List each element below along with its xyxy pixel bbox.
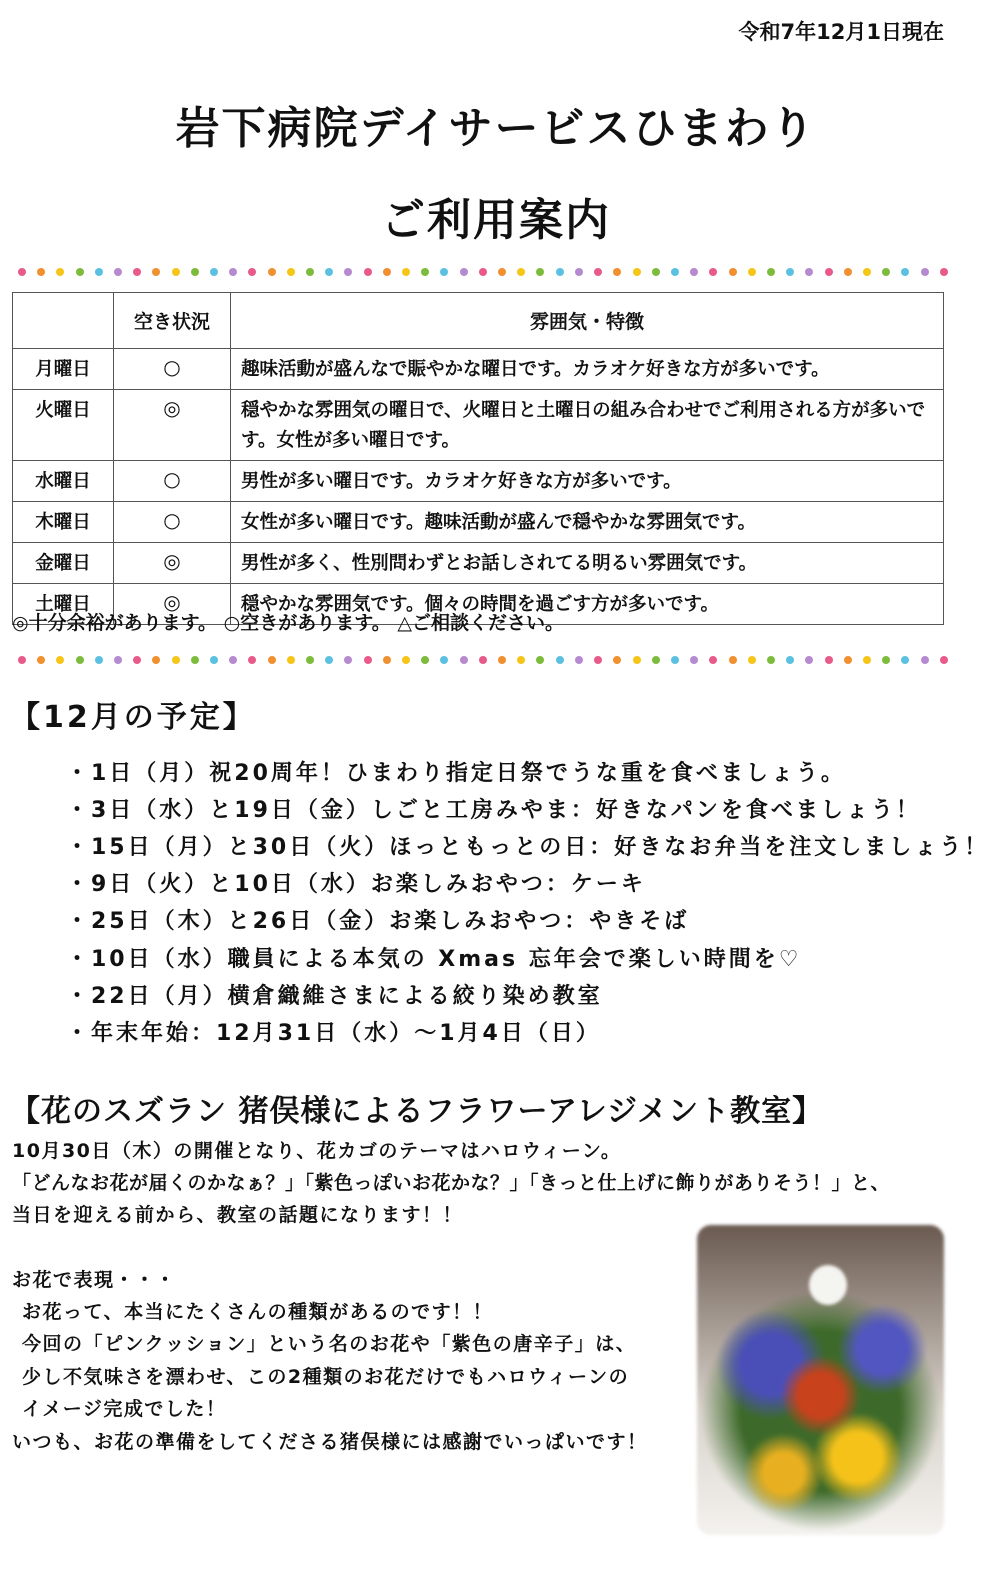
- divider-dot: [844, 656, 852, 664]
- divider-dot: [210, 268, 218, 276]
- flower-arrangement-photo: [697, 1225, 944, 1535]
- divider-dot: [863, 656, 871, 664]
- divider-dot: [805, 268, 813, 276]
- divider-dot: [18, 656, 26, 664]
- divider-dot: [575, 656, 583, 664]
- availability-table: [12, 292, 944, 625]
- flower-text: 「どんなお花が届くのかなぁ？」「紫色っぽいお花かな？」「きっと仕上げに飾りがありそう！」と、: [12, 1172, 891, 1194]
- schedule-item: ・9日（火）と10日（水）お楽しみおやつ：ケーキ: [66, 872, 646, 897]
- divider-dot: [248, 656, 256, 664]
- divider-dot: [633, 656, 641, 664]
- day-cell: 水曜日: [13, 461, 114, 502]
- divider-dot: [18, 268, 26, 276]
- divider-dot: [825, 656, 833, 664]
- divider-dot: [76, 268, 84, 276]
- header-day: [13, 293, 114, 349]
- header-availability: 空き状況: [114, 293, 231, 349]
- divider-dot: [460, 268, 468, 276]
- divider-dot: [556, 656, 564, 664]
- divider-dot: [152, 656, 160, 664]
- divider-dot: [268, 656, 276, 664]
- divider-dot: [613, 268, 621, 276]
- divider-dot: [344, 656, 352, 664]
- divider-dot: [325, 268, 333, 276]
- divider-dot: [460, 656, 468, 664]
- divider-dot: [921, 268, 929, 276]
- mark-cell: ◎: [114, 390, 231, 461]
- schedule-item: ・25日（木）と26日（金）お楽しみおやつ：やきそば: [66, 909, 690, 934]
- divider-dot: [556, 268, 564, 276]
- flower-text: 当日を迎える前から、教室の話題になります！！: [12, 1204, 464, 1226]
- divider-dot: [287, 268, 295, 276]
- divider-dot: [594, 268, 602, 276]
- ghost-ornament: [809, 1265, 847, 1305]
- divider-dot: [825, 268, 833, 276]
- schedule-item: ・年末年始：12月31日（水）～1月4日（日）: [66, 1021, 601, 1046]
- divider-dot: [671, 268, 679, 276]
- divider-dot: [76, 656, 84, 664]
- divider-dot: [940, 268, 948, 276]
- schedule-item: ・15日（月）と30日（火）ほっともっとの日：好きなお弁当を注文しましょう！: [66, 835, 990, 860]
- divider-dot: [133, 268, 141, 276]
- mark-cell: ◎: [114, 584, 231, 625]
- divider-dot: [901, 656, 909, 664]
- divider-dot: [56, 656, 64, 664]
- flower-text: イメージ完成でした！: [22, 1398, 227, 1420]
- divider-dot: [383, 656, 391, 664]
- divider-dot: [421, 268, 429, 276]
- divider-dot: [344, 268, 352, 276]
- divider-dot: [364, 268, 372, 276]
- divider-dot: [844, 268, 852, 276]
- flower-text: お花で表現・・・: [12, 1269, 177, 1291]
- divider-dot: [172, 656, 180, 664]
- flower-text: 今回の「ピンクッション」という名のお花や「紫色の唐辛子」は、: [22, 1333, 637, 1355]
- divider-dot: [671, 656, 679, 664]
- mark-cell: ○: [114, 502, 231, 543]
- divider-dot: [921, 656, 929, 664]
- divider-dot: [690, 656, 698, 664]
- flower-text: いつも、お花の準備をしてくださる猪俣様には感謝でいっぱいです！: [12, 1431, 648, 1453]
- divider-dot: [901, 268, 909, 276]
- date-label: 令和7年12月1日現在: [738, 20, 944, 44]
- divider-dot: [95, 656, 103, 664]
- divider-dot: [229, 656, 237, 664]
- day-cell: 木曜日: [13, 502, 114, 543]
- schedule-item: ・3日（水）と19日（金）しごと工房みやま：好きなパンを食べましょう！: [66, 798, 921, 823]
- desc-cell: 穏やかな雰囲気です。個々の時間を過ごす方が多いです。: [231, 584, 944, 625]
- divider-dot: [210, 656, 218, 664]
- desc-cell: 女性が多い曜日です。趣味活動が盛んで穏やかな雰囲気です。: [231, 502, 944, 543]
- mark-cell: ○: [114, 461, 231, 502]
- divider-dot: [114, 656, 122, 664]
- divider-dot: [805, 656, 813, 664]
- schedule-item: ・1日（月）祝20周年！ひまわり指定日祭でうな重を食べましょう。: [66, 761, 846, 786]
- divider-dot: [767, 268, 775, 276]
- divider-dot: [133, 656, 141, 664]
- flower-text: 10月30日（木）の開催となり、花カゴのテーマはハロウィーン。: [12, 1140, 622, 1162]
- divider-dot: [690, 268, 698, 276]
- divider-dot: [306, 656, 314, 664]
- table-row: [13, 543, 944, 584]
- divider-dot: [575, 268, 583, 276]
- divider-dot: [517, 656, 525, 664]
- day-cell: 火曜日: [13, 390, 114, 461]
- mark-cell: ◎: [114, 543, 231, 584]
- table-row: [13, 390, 944, 461]
- schedule-heading: 【12月の予定】: [10, 700, 256, 735]
- divider-dot: [383, 268, 391, 276]
- divider-dot: [152, 268, 160, 276]
- table-row: [13, 349, 944, 390]
- divider-dot: [191, 268, 199, 276]
- dot-divider: [18, 656, 948, 666]
- table-row: [13, 502, 944, 543]
- schedule-item: ・10日（水）職員による本気の Xmas 忘年会で楽しい時間を♡: [66, 947, 802, 972]
- divider-dot: [498, 656, 506, 664]
- divider-dot: [940, 656, 948, 664]
- divider-dot: [536, 268, 544, 276]
- divider-dot: [402, 656, 410, 664]
- divider-dot: [709, 268, 717, 276]
- divider-dot: [594, 656, 602, 664]
- flower-text: お花って、本当にたくさんの種類があるのです！！: [22, 1301, 494, 1323]
- divider-dot: [882, 656, 890, 664]
- divider-dot: [729, 656, 737, 664]
- desc-cell: 趣味活動が盛んなで賑やかな曜日です。カラオケ好きな方が多いです。: [231, 349, 944, 390]
- divider-dot: [633, 268, 641, 276]
- divider-dot: [863, 268, 871, 276]
- flower-text: 少し不気味さを漂わせ、この2種類のお花だけでもハロウィーンの: [22, 1366, 630, 1388]
- divider-dot: [786, 656, 794, 664]
- divider-dot: [479, 656, 487, 664]
- divider-dot: [729, 268, 737, 276]
- divider-dot: [306, 268, 314, 276]
- table-row: [13, 461, 944, 502]
- divider-dot: [882, 268, 890, 276]
- desc-cell: 穏やかな雰囲気の曜日で、火曜日と土曜日の組み合わせでご利用される方が多いです。女性が多い曜日です。: [231, 390, 944, 461]
- desc-cell: 男性が多く、性別問わずとお話しされてる明るい雰囲気です。: [231, 543, 944, 584]
- divider-dot: [37, 268, 45, 276]
- divider-dot: [229, 268, 237, 276]
- divider-dot: [402, 268, 410, 276]
- title-line2: ご利用案内: [381, 195, 611, 246]
- divider-dot: [287, 656, 295, 664]
- divider-dot: [786, 268, 794, 276]
- divider-dot: [498, 268, 506, 276]
- header-atmosphere: 雰囲気・特徴: [231, 293, 944, 349]
- day-cell: 土曜日: [13, 584, 114, 625]
- schedule-item: ・22日（月）横倉織維さまによる絞り染め教室: [66, 984, 603, 1009]
- divider-dot: [709, 656, 717, 664]
- day-cell: 金曜日: [13, 543, 114, 584]
- divider-dot: [325, 656, 333, 664]
- day-cell: 月曜日: [13, 349, 114, 390]
- divider-dot: [748, 656, 756, 664]
- divider-dot: [421, 656, 429, 664]
- divider-dot: [37, 656, 45, 664]
- divider-dot: [95, 268, 103, 276]
- mark-cell: ○: [114, 349, 231, 390]
- divider-dot: [613, 656, 621, 664]
- divider-dot: [248, 268, 256, 276]
- divider-dot: [191, 656, 199, 664]
- divider-dot: [652, 268, 660, 276]
- desc-cell: 男性が多い曜日です。カラオケ好きな方が多いです。: [231, 461, 944, 502]
- title-line1: 岩下病院デイサービスひまわり: [175, 103, 817, 154]
- divider-dot: [767, 656, 775, 664]
- flower-heading: 【花のスズラン 猪俣様によるフラワーアレジメント教室】: [10, 1094, 824, 1129]
- divider-dot: [517, 268, 525, 276]
- table-header: [13, 293, 944, 349]
- divider-dot: [114, 268, 122, 276]
- divider-dot: [364, 656, 372, 664]
- divider-dot: [748, 268, 756, 276]
- dot-divider: [18, 268, 948, 278]
- divider-dot: [56, 268, 64, 276]
- divider-dot: [652, 656, 660, 664]
- divider-dot: [440, 656, 448, 664]
- divider-dot: [536, 656, 544, 664]
- divider-dot: [172, 268, 180, 276]
- divider-dot: [479, 268, 487, 276]
- legend: ◎十分余裕があります。 ○空きがあります。 △ご相談ください。: [12, 612, 564, 634]
- divider-dot: [440, 268, 448, 276]
- divider-dot: [268, 268, 276, 276]
